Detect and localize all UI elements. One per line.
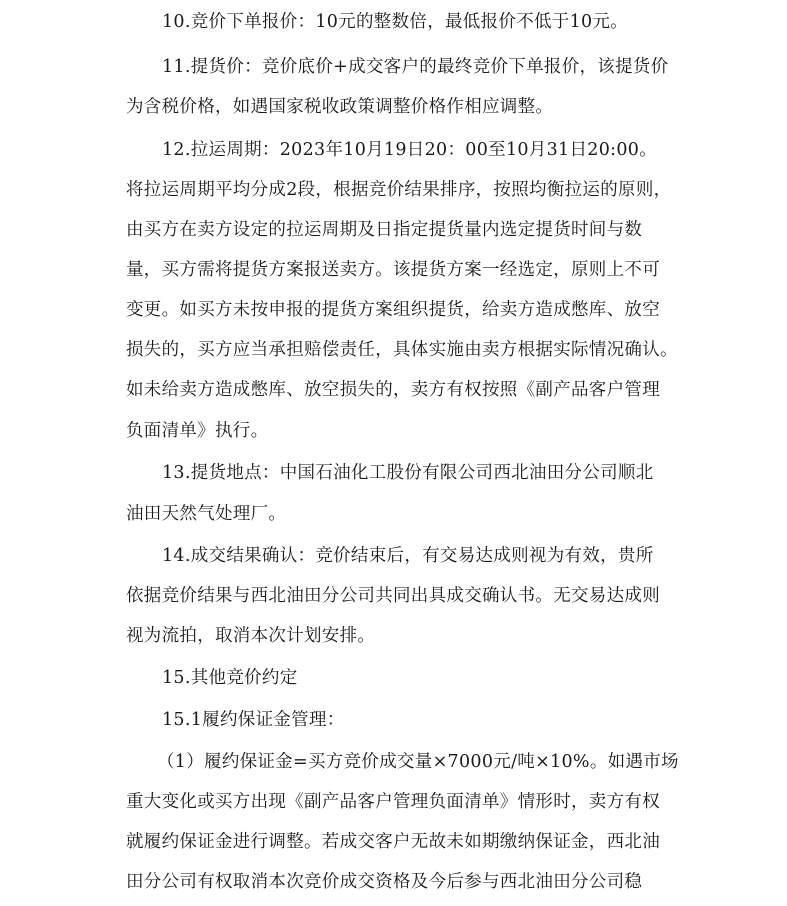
clause-12-line-7: 如未给卖方造成憋库、放空损失的，卖方有权按照《副产品客户管理	[126, 380, 660, 400]
clause-12-line-5: 变更。如买方未按申报的提货方案组织提货，给卖方造成憋库、放空	[126, 300, 660, 320]
clause-12-line-8: 负面清单》执行。	[126, 421, 269, 441]
clause-12-line-4: 量，买方需将提货方案报送卖方。该提货方案一经选定，原则上不可	[126, 260, 660, 280]
clause-15-1-heading: 15.1履约保证金管理：	[162, 710, 345, 730]
clause-13-line-2: 油田天然气处理厂。	[126, 504, 287, 524]
clause-12-line-1: 12.拉运周期：2023年10月19日20：00至10月31日20:00。	[162, 140, 658, 160]
clause-13-line-1: 13.提货地点：中国石油化工股份有限公司西北油田分公司顺北	[162, 463, 654, 483]
clause-15-1-1-line-4: 田分公司有权取消本次竞价成交资格及今后参与西北油田分公司稳	[126, 872, 643, 892]
clause-12-line-2: 将拉运周期平均分成2段，根据竞价结果排序，按照均衡拉运的原则，	[126, 180, 672, 200]
clause-11-line-2: 为含税价格，如遇国家税收政策调整价格作相应调整。	[126, 97, 554, 117]
clause-14-line-3: 视为流拍，取消本次计划安排。	[126, 626, 376, 646]
clause-15-1-1-line-1: （1）履约保证金=买方竞价成交量×7000元/吨×10%。如遇市场	[157, 752, 679, 772]
clause-15-1-1-line-2: 重大变化或买方出现《副产品客户管理负面清单》情形时，卖方有权	[126, 792, 660, 812]
clause-10-line: 10.竞价下单报价：10元的整数倍，最低报价不低于10元。	[162, 12, 629, 32]
clause-15-heading: 15.其他竞价约定	[162, 668, 298, 688]
clause-14-line-2: 依据竞价结果与西北油田分公司共同出具成交确认书。无交易达成则	[126, 586, 660, 606]
clause-15-1-1-line-3: 就履约保证金进行调整。若成交客户无故未如期缴纳保证金，西北油	[126, 832, 660, 852]
clause-11-line-1: 11.提货价：竞价底价+成交客户的最终竞价下单报价，该提货价	[162, 57, 669, 77]
clause-12-line-6: 损失的，买方应当承担赔偿责任，具体实施由卖方根据实际情况确认。	[126, 340, 678, 360]
clause-14-line-1: 14.成交结果确认：竞价结束后，有交易达成则视为有效，贵所	[162, 546, 654, 566]
clause-12-line-3: 由买方在卖方设定的拉运周期及日指定提货量内选定提货时间与数	[126, 220, 643, 240]
